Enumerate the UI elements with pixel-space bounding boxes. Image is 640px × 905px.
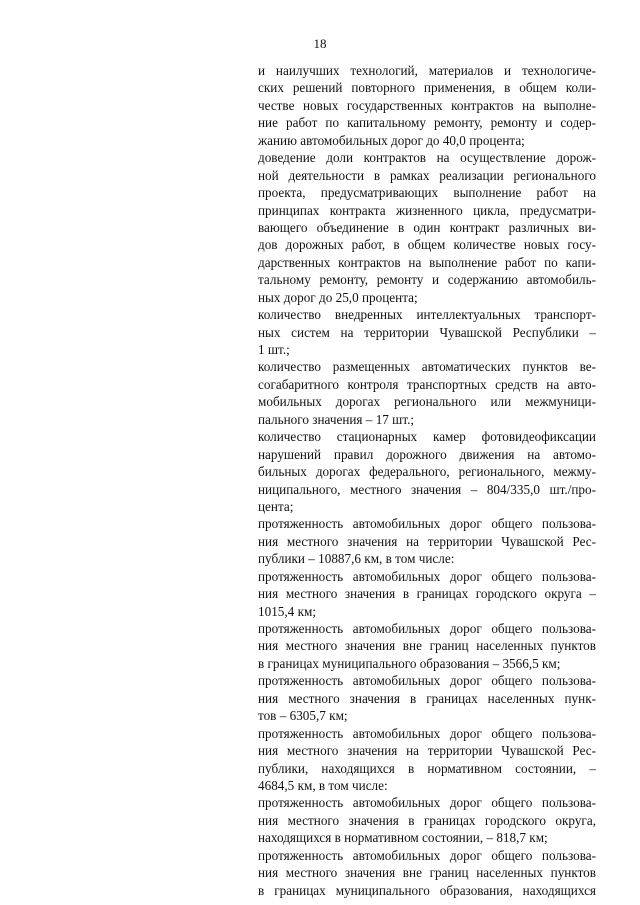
text-line: протяженность автомобильных дорог общего пользова- xyxy=(258,847,596,863)
text-line: бильных дорогах федерального, регионального, межму- xyxy=(258,464,596,480)
text-line: 4684,5 км, в том числе: xyxy=(258,777,388,793)
text-line: ния местного значения вне границ населенных пунктов xyxy=(258,638,596,654)
text-line: публики, находящихся в нормативном состоянии, – xyxy=(258,760,596,776)
text-line: нарушений правил дорожного движения на автомо- xyxy=(258,446,596,462)
text-line: 1015,4 км; xyxy=(258,603,316,619)
text-line: тальному ремонту, ремонту и содержанию автомобиль- xyxy=(258,272,596,288)
text-line: 1 шт.; xyxy=(258,342,290,357)
text-line: мобильных дорогах регионального или межмуници- xyxy=(258,394,596,410)
text-line: ных систем на территории Чувашской Республики – xyxy=(258,324,596,340)
text-line: протяженность автомобильных дорог общего пользова- xyxy=(258,516,596,532)
text-line: ние работ по капитальному ремонту, ремонту и содер- xyxy=(258,115,596,131)
document-body xyxy=(258,62,596,899)
text-line: и наилучших технологий, материалов и технологиче- xyxy=(258,63,596,78)
text-line: в границах муниципального образования – 3566,5 км; xyxy=(258,655,561,671)
text-line: протяженность автомобильных дорог общего пользова- xyxy=(258,568,596,584)
text-line: количество внедренных интеллектуальных транспорт- xyxy=(258,307,596,323)
text-line: ной деятельности в рамках реализации регионального xyxy=(258,167,596,183)
text-line: протяженность автомобильных дорог общего пользова- xyxy=(258,725,596,741)
text-line: дарственных контрактов на выполнение работ по капи- xyxy=(258,254,596,270)
text-line: ных дорог до 25,0 процента; xyxy=(258,289,418,305)
text-line: дов дорожных работ, в общем количестве новых госу- xyxy=(258,237,596,253)
text-line: ния местного значения вне границ населенных пунктов xyxy=(258,865,596,881)
text-line: вающего объединение в один контракт различных ви- xyxy=(258,219,596,235)
text-line: пального значения – 17 шт.; xyxy=(258,411,415,427)
text-line: жанию автомобильных дорог до 40,0 процента; xyxy=(258,132,525,148)
text-line: тов – 6305,7 км; xyxy=(258,708,348,724)
text-line: ния местного значения на территории Чувашской Рес- xyxy=(258,743,596,759)
text-line: ниципального, местного значения – 804/335,0 шт./про- xyxy=(258,481,596,497)
text-line: ния местного значения на территории Чувашской Рес- xyxy=(258,533,596,549)
text-line: публики – 10887,6 км, в том числе: xyxy=(258,551,455,567)
text-line: ния местного значения в границах населенных пунк- xyxy=(258,690,596,706)
text-line: принципах контракта жизненного цикла, предусматри- xyxy=(258,202,596,218)
text-line: ния местного значения в границах городского округа, xyxy=(258,812,596,828)
text-line: протяженность автомобильных дорог общего пользова- xyxy=(258,621,596,636)
text-line: честве новых государственных контрактов на выполне- xyxy=(258,97,596,113)
text-line: ния местного значения в границах городского округа – xyxy=(258,586,596,602)
text-line: проекта, предусматривающих выполнение работ на xyxy=(258,185,596,201)
text-line: протяженность автомобильных дорог общего пользова- xyxy=(258,795,596,811)
text-line: находящихся в нормативном состоянии, – 818,7 км; xyxy=(258,830,548,846)
text-line: доведение доли контрактов на осуществление дорож- xyxy=(258,150,596,166)
text-line: в границах муниципального образования, находящихся xyxy=(258,882,596,898)
text-line: ских решений повторного применения, в общем коли- xyxy=(258,80,596,96)
text-line: цента; xyxy=(258,498,294,514)
text-line: количество стационарных камер фотовидеофиксации xyxy=(258,429,596,445)
text-line: количество размещенных автоматических пунктов ве- xyxy=(258,359,596,375)
page-number: 18 xyxy=(313,36,327,51)
text-line: согабаритного контроля транспортных средств на авто- xyxy=(258,376,596,392)
text-line: протяженность автомобильных дорог общего пользова- xyxy=(258,673,596,689)
